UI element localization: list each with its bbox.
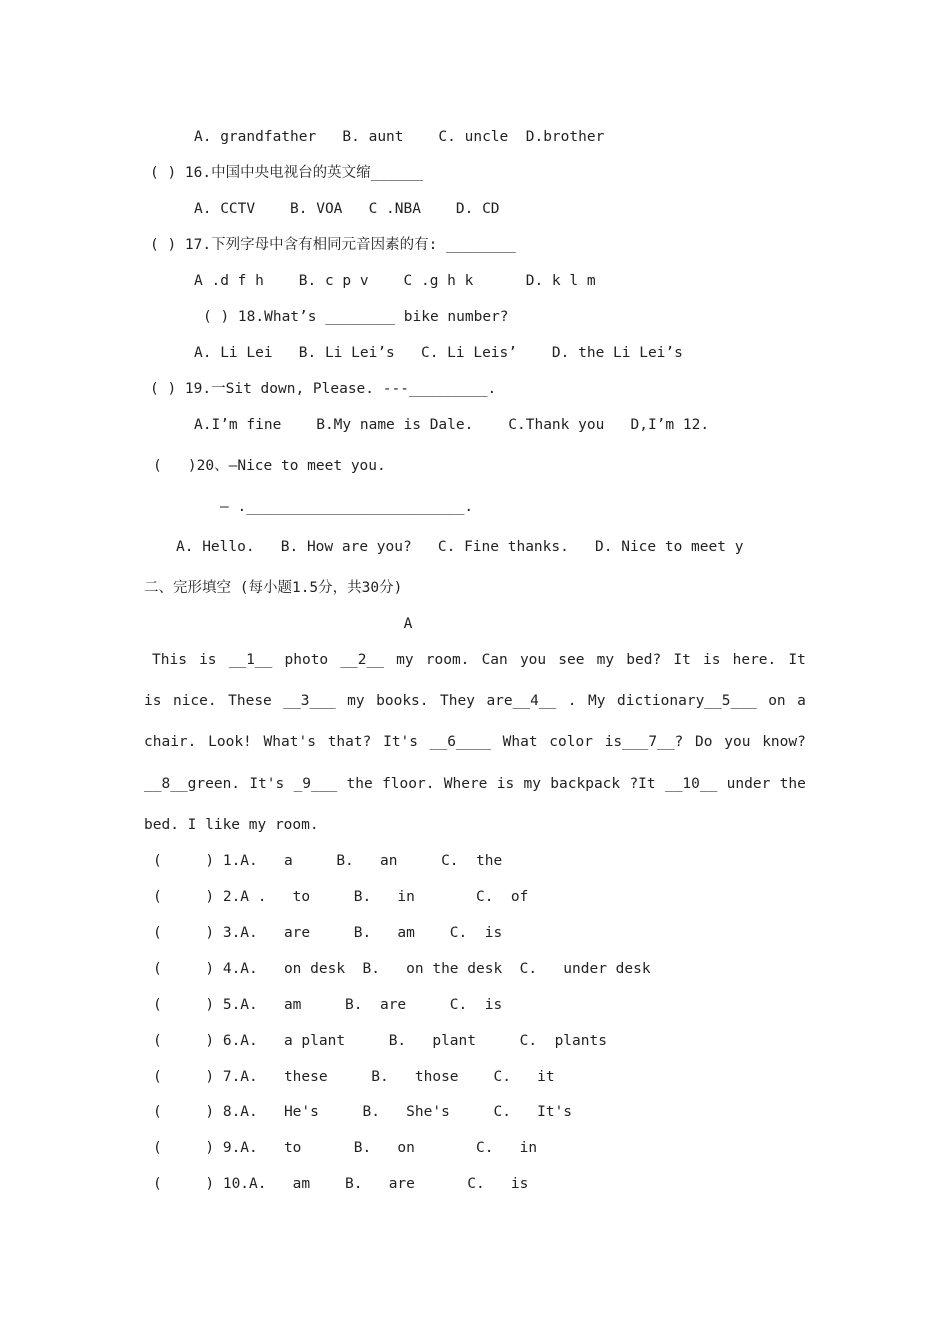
passage-word: is [496, 776, 515, 792]
q16-options: A. CCTV B. VOA C .NBA D. CD [194, 201, 500, 217]
passage-word: ?It [629, 776, 656, 792]
passage-word: room. [425, 652, 470, 668]
passage-word: color [549, 734, 593, 750]
passage-word: __10__ [664, 776, 718, 792]
passage-line [144, 732, 806, 752]
passage-word: _9___ [293, 776, 338, 792]
passage-line [144, 650, 806, 670]
passage-word: Can [481, 652, 508, 668]
passage-line [144, 774, 806, 794]
passage-word: is [144, 693, 162, 709]
passage-word: __1__ [228, 652, 273, 668]
q20-answer-line: — ._________________________. [220, 499, 474, 515]
passage-word: the [346, 776, 373, 792]
passage-word: It's [249, 776, 285, 792]
passage-word: that? [327, 734, 372, 750]
q15-options: A. grandfather B. aunt C. uncle D.brother [194, 129, 605, 145]
q18-options: A. Li Lei B. Li Lei’s C. Li Leis’ D. the Li Lei’s [194, 345, 683, 361]
q19-stem: ( ) 19.一Sit down, Please. ---_________. [150, 381, 497, 397]
passage-word: chair. [144, 734, 197, 750]
passage-word: bed? [626, 652, 662, 668]
cloze-question: ( ) 10.A. am B. are C. is [153, 1176, 529, 1192]
cloze-question: ( ) 8.A. He's B. She's C. It's [153, 1104, 573, 1120]
q18-stem: ( ) 18.What’s ________ bike number? [203, 309, 509, 325]
cloze-question: ( ) 1.A. a B. an C. the [153, 853, 503, 869]
passage-word: . [567, 693, 577, 709]
passage-line [144, 691, 806, 711]
passage-word: are__4__ [486, 693, 557, 709]
passage-word: They [440, 693, 475, 709]
passage-word: floor. [382, 776, 435, 792]
passage-word: Do [695, 734, 713, 750]
passage-word: This [152, 652, 187, 668]
q17-options: A .d f h B. c p v C .g h k D. k l m [194, 273, 596, 289]
passage-word: photo [284, 652, 329, 668]
cloze-question: ( ) 9.A. to B. on C. in [153, 1140, 538, 1156]
q16-stem: ( ) 16.中国中央电视台的英文缩______ [150, 165, 423, 181]
cloze-question: ( ) 5.A. am B. are C. is [153, 997, 503, 1013]
passage-word: you [519, 652, 547, 668]
passage-word: Where [443, 776, 488, 792]
cloze-question: ( ) 3.A. are B. am C. is [153, 925, 503, 941]
passage-word: my [347, 693, 365, 709]
passage-word: Look! [208, 734, 252, 750]
passage-word: know? [762, 734, 806, 750]
passage-word: My [588, 693, 606, 709]
passage-word: under [726, 776, 771, 792]
passage-word: __6____ [429, 734, 491, 750]
q19-options: A.I’m fine B.My name is Dale. C.Thank you D,I’m 12. [194, 417, 710, 433]
passage-word: here. [732, 652, 777, 668]
passage-word: These [228, 693, 272, 709]
cloze-question: ( ) 4.A. on desk B. on the desk C. under desk [153, 961, 651, 977]
passage-word: is___7__? [604, 734, 684, 750]
passage-word: on [768, 693, 786, 709]
passage-label: A [403, 616, 413, 632]
passage-word: What [502, 734, 538, 750]
passage-word: is [199, 652, 217, 668]
passage-word: __8__green. [144, 776, 241, 792]
passage-word: backpack [550, 776, 621, 792]
passage-word: a [797, 693, 806, 709]
q17-stem: ( ) 17.下列字母中含有相同元音因素的有: ________ [150, 237, 516, 253]
passage-word: dictionary__5___ [617, 693, 757, 709]
passage-word: the [779, 776, 806, 792]
passage-word: my [523, 776, 541, 792]
passage-word: you [724, 734, 751, 750]
section-title: 二、完形填空 (每小题1.5分，共30分) [144, 580, 403, 596]
passage-word: my [396, 652, 414, 668]
passage-word: __2__ [340, 652, 384, 668]
q20-options: A. Hello. B. How are you? C. Fine thanks. D. Nice to meet y [176, 539, 744, 555]
passage-word: __3___ [283, 693, 336, 709]
cloze-question: ( ) 7.A. these B. those C. it [153, 1069, 555, 1085]
q20-stem: ( )20、—Nice to meet you. [153, 458, 386, 474]
passage-word: my [596, 652, 615, 668]
passage-word: nice. [172, 693, 217, 709]
passage-word: see [558, 652, 585, 668]
cloze-question: ( ) 2.A . to B. in C. of [153, 889, 529, 905]
passage-last-line: bed. I like my room. [144, 817, 319, 833]
cloze-question: ( ) 6.A. a plant B. plant C. plants [153, 1033, 607, 1049]
passage-word: It [673, 652, 691, 668]
passage-word: It [788, 652, 806, 668]
passage-word: books. [376, 693, 429, 709]
passage-word: It's [383, 734, 419, 750]
passage-word: is [702, 652, 721, 668]
passage-word: What's [263, 734, 316, 750]
